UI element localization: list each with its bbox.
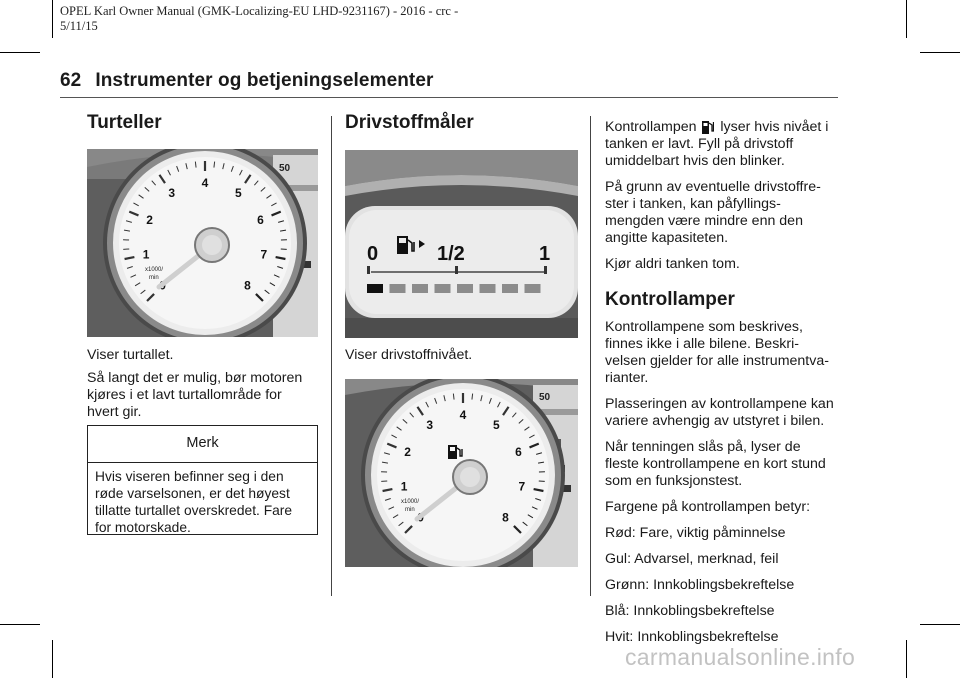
tacho-number: 1 — [142, 247, 150, 262]
fuel-segment — [502, 284, 518, 293]
tacho2-number: 7 — [518, 479, 526, 494]
dial-minor-tick — [453, 394, 454, 400]
text-line: variere avhengig av utstyret i bilen. — [605, 413, 825, 429]
crop-mark — [52, 640, 53, 678]
dial-minor-tick — [214, 162, 215, 168]
text-line: kjøres i et lavt turtallområde for — [87, 387, 282, 403]
text-line: velsen gjelder for alle instrumentva- — [605, 353, 829, 369]
tacho-number: 8 — [244, 278, 251, 293]
dial-minor-tick — [472, 394, 473, 400]
text-line: mengden være mindre enn den — [605, 213, 803, 229]
fuel-segment — [457, 284, 473, 293]
tacho-number: 7 — [260, 247, 268, 262]
section-heading-turteller: Turteller — [87, 112, 162, 133]
tachometer-figure — [87, 149, 318, 337]
tacho-number: 3 — [168, 186, 176, 201]
lamps-intro-paragraph — [605, 319, 845, 387]
text-line: Når tenningen slås på, lyser de — [605, 439, 801, 455]
tacho2-number: 6 — [515, 445, 522, 460]
tacho2-number: 2 — [404, 445, 411, 460]
tacho-number: 4 — [201, 176, 209, 190]
tacho-number: 6 — [257, 213, 264, 228]
note-box — [87, 425, 318, 535]
crop-mark — [906, 0, 907, 38]
crop-mark — [920, 52, 960, 53]
tacho-body — [87, 370, 302, 421]
text-line: rianter. — [605, 370, 649, 386]
tachometer-fuel-figure — [345, 379, 578, 567]
crop-mark — [0, 624, 40, 625]
fuel-residue-paragraph — [605, 179, 845, 247]
header-rule — [60, 97, 838, 98]
text-line: hvert gir. — [87, 404, 142, 420]
color-red-line: Rød: Fare, viktig påminnelse — [605, 525, 786, 541]
never-empty-paragraph — [605, 256, 845, 273]
watermark-text: carmanualsonline.info — [625, 644, 856, 670]
lamps-colors-intro — [605, 499, 845, 516]
text-line: som en funksjonstest. — [605, 473, 743, 489]
fuel-label-empty: 0 — [367, 243, 379, 265]
text-line: røde varselsonen, er det høyest — [95, 486, 290, 501]
text-line: tanken er lavt. Fyll på drivstoff — [605, 136, 794, 152]
color-yellow-line: Gul: Advarsel, merknad, feil — [605, 551, 779, 567]
text-line: angitte kapasiteten. — [605, 230, 729, 246]
tacho2-number: 1 — [400, 479, 408, 494]
lamps-placement-paragraph — [605, 396, 845, 430]
fuel-segment — [525, 284, 541, 293]
text-line: umiddelbart hvis den blinker. — [605, 153, 785, 169]
tacho-number: 2 — [146, 213, 153, 228]
text-line: Så langt det er mulig, bør motoren — [87, 370, 303, 386]
text-line: tillatte turtallet overskredet. Fare — [95, 503, 293, 518]
note-title: Merk — [186, 435, 219, 451]
tacho-side-readout: 50 — [279, 163, 291, 174]
chapter-title: Instrumenter og betjeningselementer — [95, 70, 434, 91]
text-line: fleste kontrollampene en kort stund — [605, 456, 826, 472]
tacho2-number: 3 — [426, 418, 434, 433]
note-text — [95, 468, 313, 536]
column-divider — [331, 116, 332, 596]
fuel-gauge-illustration — [345, 150, 578, 338]
text-line: for motorskade. — [95, 520, 191, 535]
text-line: På grunn av eventuelle drivstoffre- — [605, 179, 821, 195]
tachometer-illustration-2 — [345, 379, 578, 567]
column-divider — [590, 116, 591, 596]
text-line: Kjør aldri tanken tom. — [605, 256, 740, 272]
crop-mark — [0, 52, 40, 53]
tacho2-number: 5 — [492, 418, 500, 433]
fuel-lamp-paragraph — [605, 118, 845, 170]
fuel-segment — [480, 284, 496, 293]
fuel-segment — [412, 284, 428, 293]
crop-mark — [906, 640, 907, 678]
crop-mark — [52, 0, 53, 38]
text-line: Hvis viseren befinner seg i den — [95, 469, 284, 484]
fuel-label-half: 1/2 — [437, 243, 465, 265]
fuel-lamp-icon — [702, 118, 714, 134]
tacho2-side-readout: 50 — [539, 392, 551, 403]
page-heading — [60, 70, 434, 92]
section-heading-kontrollamper: Kontrollamper — [605, 289, 735, 310]
lamps-test-paragraph — [605, 439, 845, 490]
note-rule — [88, 462, 317, 463]
tacho-caption: Viser turtallet. — [87, 347, 174, 363]
metadata-line-1: OPEL Karl Owner Manual (GMK-Localizing-EU LHD-9231167) - 2016 - crc - — [60, 4, 459, 18]
page-number: 62 — [60, 70, 82, 91]
metadata-line-2: 5/11/15 — [60, 19, 98, 33]
fuel-label-full: 1 — [539, 243, 551, 265]
text-line: Plasseringen av kontrollampene kan — [605, 396, 834, 412]
tacho-number: 5 — [234, 186, 242, 201]
text-fragment: lyser hvis nivået i — [720, 119, 829, 135]
dial-minor-tick — [195, 162, 196, 168]
column-3 — [605, 118, 845, 655]
tacho2-number: 8 — [502, 510, 509, 525]
tacho2-number: 4 — [459, 408, 467, 422]
fuel-caption: Viser drivstoffnivået. — [345, 347, 473, 363]
tacho-unit-line1: x1000/ — [145, 267, 164, 273]
crop-mark — [920, 624, 960, 625]
fuel-segment — [390, 284, 406, 293]
text-line: Kontrollampene som beskrives, — [605, 319, 803, 335]
tacho2-unit-line2: min — [405, 507, 415, 513]
text-line: ster i tanken, kan påfyllings- — [605, 196, 781, 212]
text-line: finnes ikke i alle bilene. Beskri- — [605, 336, 799, 352]
color-green-line: Grønn: Innkoblingsbekreftelse — [605, 577, 795, 593]
text-fragment: Kontrollampen — [605, 119, 697, 135]
print-metadata — [60, 4, 458, 34]
color-blue-line: Blå: Innkoblingsbekreftelse — [605, 603, 775, 619]
tacho-unit-line2: min — [149, 275, 159, 281]
tacho2-unit-line1: x1000/ — [401, 499, 420, 505]
color-white-line: Hvit: Innkoblingsbekreftelse — [605, 629, 779, 645]
fuel-gauge-figure — [345, 150, 578, 338]
section-heading-drivstoffmaler: Drivstoffmåler — [345, 112, 474, 133]
fuel-segment — [367, 284, 383, 293]
tachometer-illustration — [87, 149, 318, 337]
fuel-segment — [435, 284, 451, 293]
text-line: Fargene på kontrollampen betyr: — [605, 499, 811, 515]
